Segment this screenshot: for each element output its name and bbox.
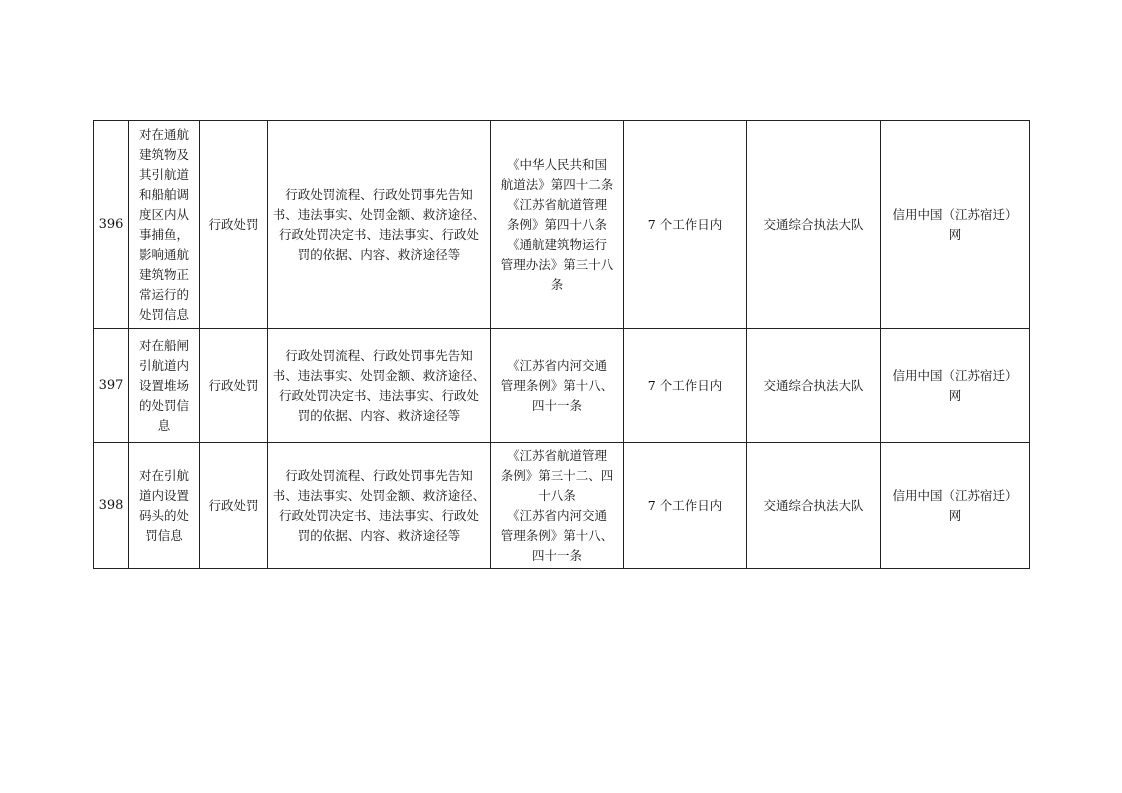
legal-basis: 《江苏省航道管理 条例》第三十二、四 十八条 《江苏省内河交通 管理条例》第十八、 四十一条	[491, 443, 624, 569]
disclosure-table	[93, 120, 1030, 569]
category: 行政处罚	[200, 121, 268, 329]
disclosure-content: 行政处罚流程、行政处罚事先告知 书、违法事实、处罚金额、救济途径、 行政处罚决定书、违法事实、行政处 罚的依据、内容、救济途径等	[268, 329, 491, 443]
category: 行政处罚	[200, 329, 268, 443]
table-row	[94, 329, 1030, 443]
responsible-unit: 交通综合执法大队	[747, 329, 881, 443]
time-limit: 7 个工作日内	[624, 121, 747, 329]
disclosure-channel: 信用中国（江苏宿迁） 网	[881, 121, 1030, 329]
item-name: 对在引航 道内设置 码头的处 罚信息	[129, 443, 200, 569]
responsible-unit: 交通综合执法大队	[747, 443, 881, 569]
row-number: 398	[94, 443, 129, 569]
legal-basis: 《江苏省内河交通 管理条例》第十八、 四十一条	[491, 329, 624, 443]
disclosure-channel: 信用中国（江苏宿迁） 网	[881, 329, 1030, 443]
item-name: 对在船闸 引航道内 设置堆场 的处罚信 息	[129, 329, 200, 443]
responsible-unit: 交通综合执法大队	[747, 121, 881, 329]
legal-basis: 《中华人民共和国 航道法》第四十二条 《江苏省航道管理 条例》第四十八条 《通航建筑物运行 管理办法》第三十八 条	[491, 121, 624, 329]
category: 行政处罚	[200, 443, 268, 569]
row-number: 396	[94, 121, 129, 329]
row-number: 397	[94, 329, 129, 443]
item-name: 对在通航 建筑物及 其引航道 和船舶调 度区内从 事捕鱼， 影响通航 建筑物正 常运行的 处罚信息	[129, 121, 200, 329]
time-limit: 7 个工作日内	[624, 329, 747, 443]
table-row	[94, 443, 1030, 569]
time-limit: 7 个工作日内	[624, 443, 747, 569]
disclosure-content: 行政处罚流程、行政处罚事先告知 书、违法事实、处罚金额、救济途径、 行政处罚决定书、违法事实、行政处 罚的依据、内容、救济途径等	[268, 443, 491, 569]
table-row	[94, 121, 1030, 329]
disclosure-channel: 信用中国（江苏宿迁） 网	[881, 443, 1030, 569]
disclosure-content: 行政处罚流程、行政处罚事先告知 书、违法事实、处罚金额、救济途径、 行政处罚决定书、违法事实、行政处 罚的依据、内容、救济途径等	[268, 121, 491, 329]
